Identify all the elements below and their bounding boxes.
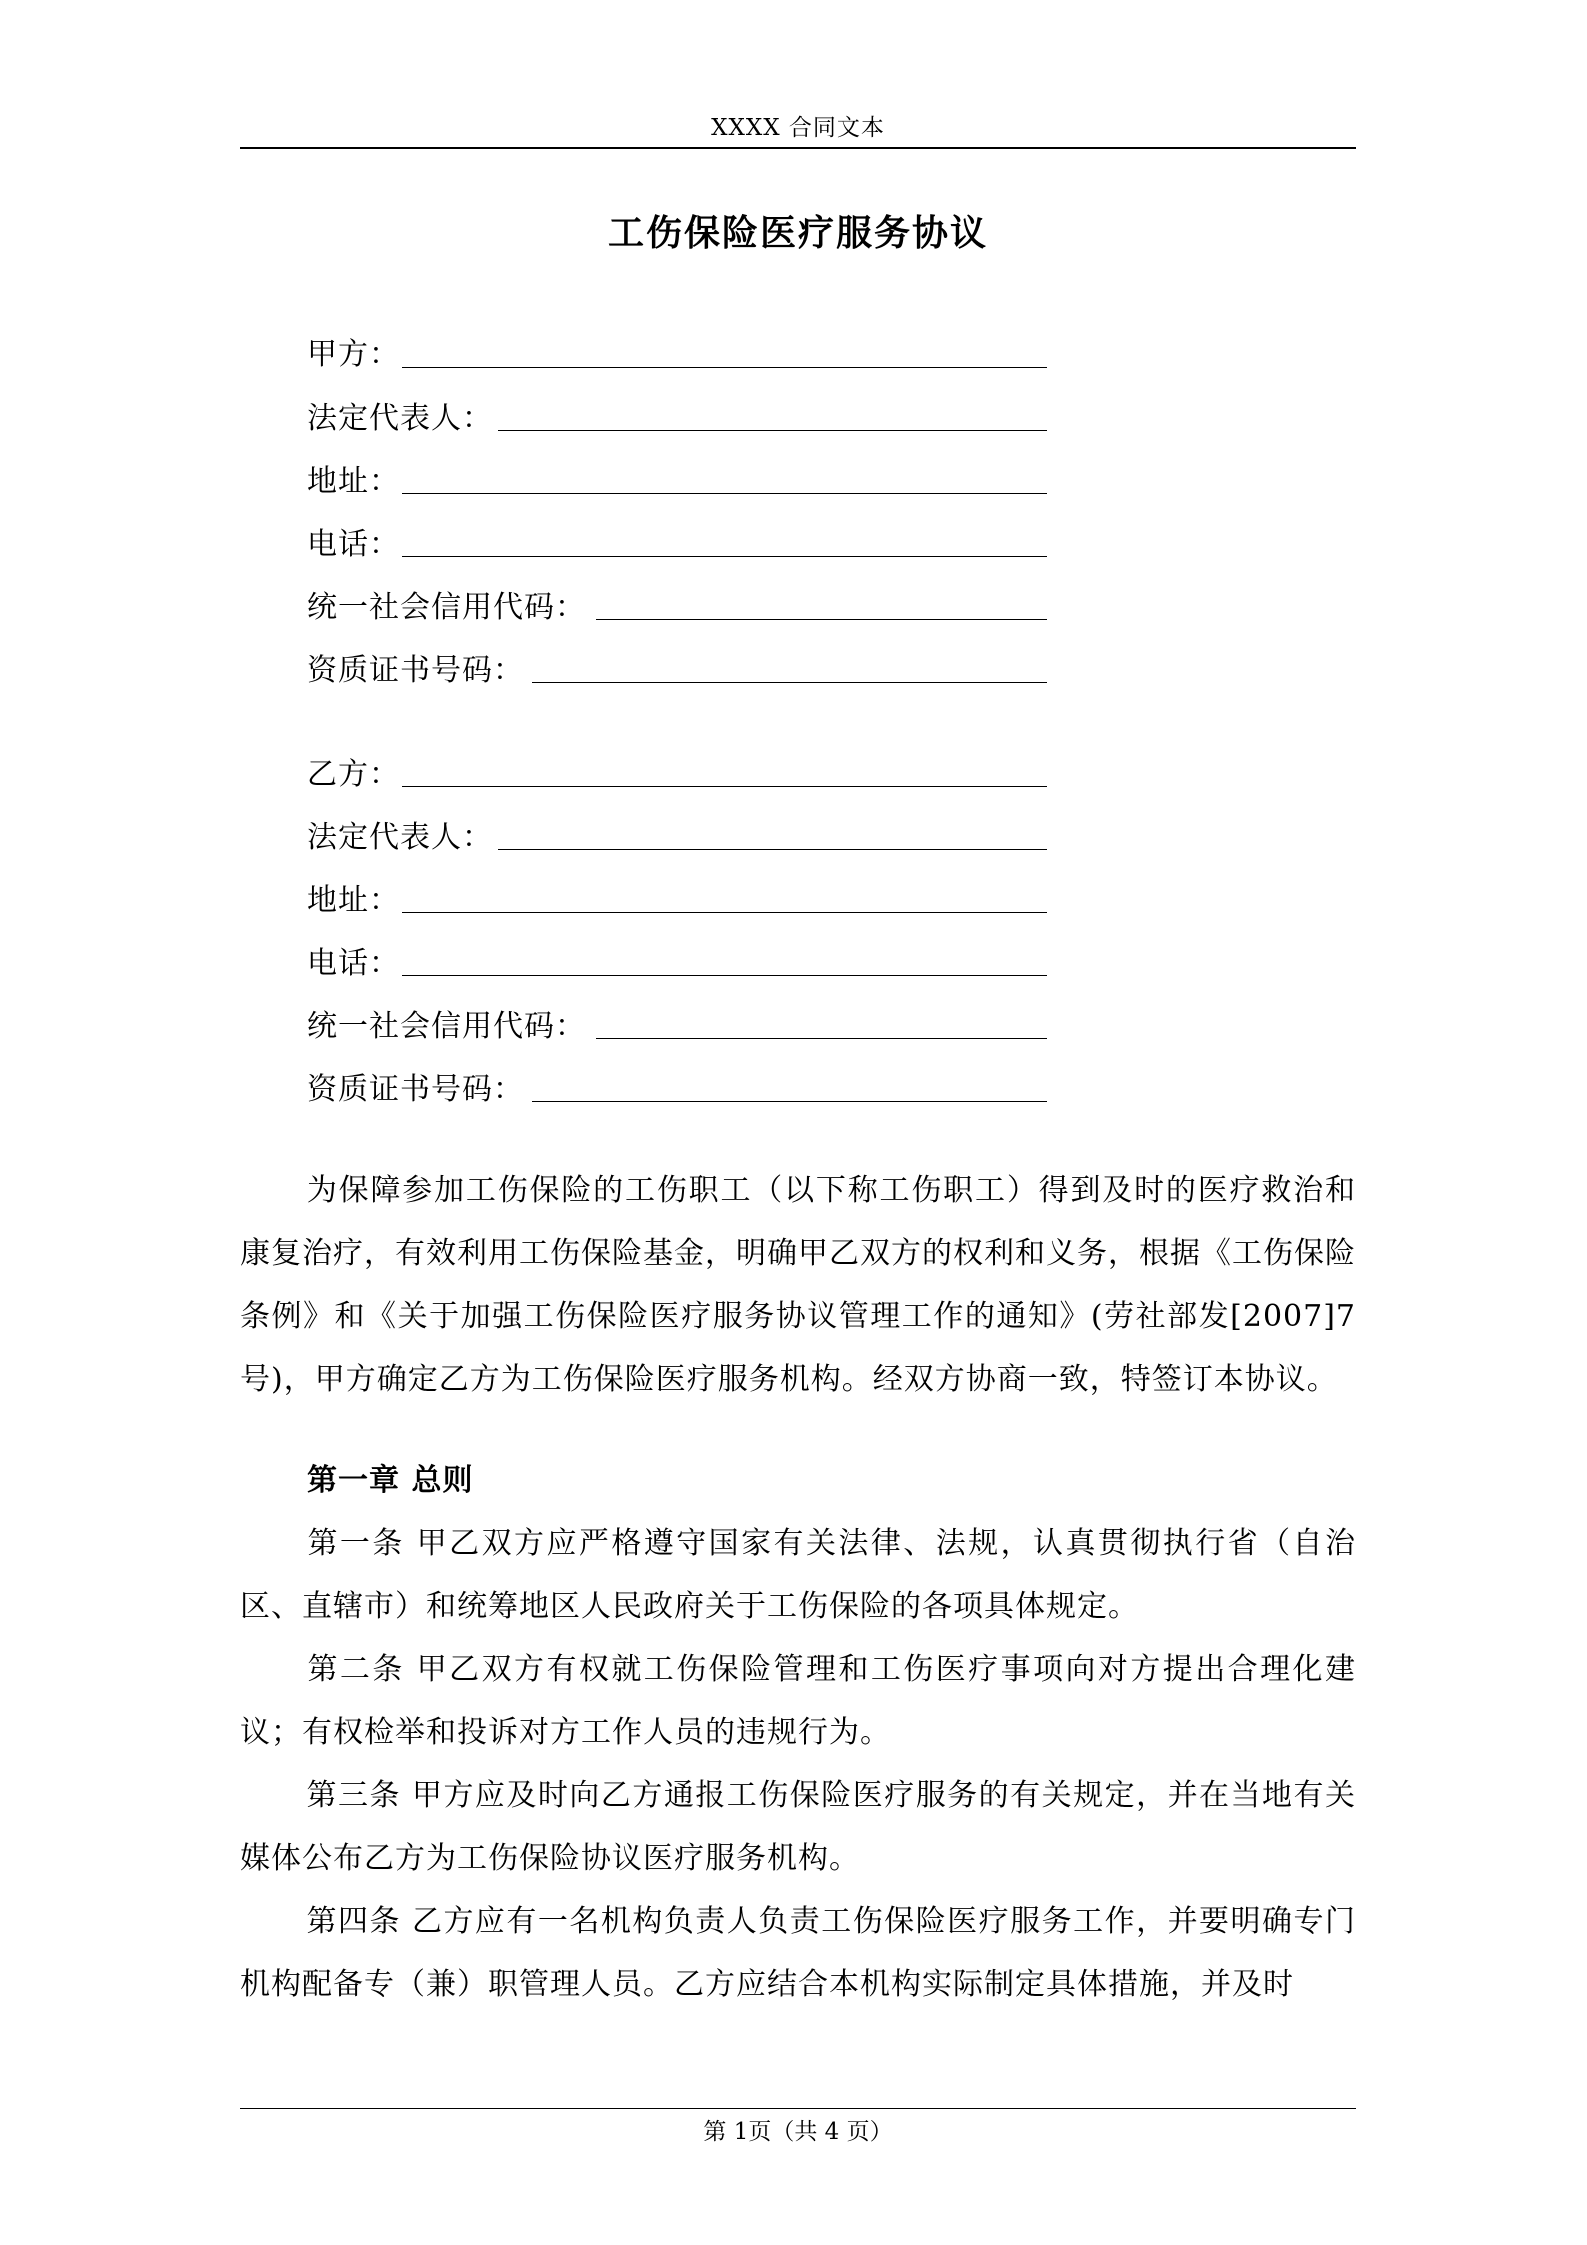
party-b-license-field <box>307 1064 524 1108</box>
party-b-credit-code-field <box>307 1001 586 1045</box>
article-paragraph <box>240 1638 1356 1764</box>
party-a-license-field <box>307 645 524 689</box>
party-b-address-line[interactable] <box>402 912 1047 913</box>
article-text: 第四条 乙方应有一名机构负责人负责工伤保险医疗服务工作，并要明确专门机构配备专（兼）职管理人员。乙方应结合本机构实际制定具体措施，并及时 <box>240 1904 1356 2002</box>
party-b-license-line[interactable] <box>532 1101 1047 1102</box>
field-label: 统一社会信用代码： <box>307 590 586 625</box>
field-label: 甲方： <box>307 337 400 372</box>
party-a-credit-code-field <box>307 582 586 626</box>
party-a-name-field <box>307 329 400 373</box>
party-b-name-line[interactable] <box>402 786 1047 787</box>
party-a-phone-line[interactable] <box>402 556 1047 557</box>
article-paragraph <box>240 1890 1356 2016</box>
field-label: 资质证书号码： <box>307 653 524 688</box>
article-text: 第一条 甲乙双方应严格遵守国家有关法律、法规，认真贯彻执行省（自治区、直辖市）和统筹地区人民政府关于工伤保险的各项具体规定。 <box>240 1526 1356 1624</box>
document-title: 工伤保险医疗服务协议 <box>607 212 988 254</box>
field-label: 地址： <box>307 464 400 499</box>
party-a-name-line[interactable] <box>402 367 1047 368</box>
party-a-legal-rep-field <box>307 393 493 437</box>
party-a-address-line[interactable] <box>402 493 1047 494</box>
footer-rule <box>240 2108 1356 2109</box>
party-a-phone-field <box>307 519 400 563</box>
party-b-address-field <box>307 875 400 919</box>
field-label: 电话： <box>307 527 400 562</box>
article-paragraph <box>240 1512 1356 1638</box>
party-a-license-line[interactable] <box>532 682 1047 683</box>
party-b-name-field <box>307 749 400 793</box>
party-b-credit-code-line[interactable] <box>596 1038 1047 1039</box>
party-a-credit-code-line[interactable] <box>596 619 1047 620</box>
header-rule <box>240 147 1356 149</box>
party-a-address-field <box>307 456 400 500</box>
field-label: 法定代表人： <box>307 820 493 855</box>
article-text: 第三条 甲方应及时向乙方通报工伤保险医疗服务的有关规定，并在当地有关媒体公布乙方为工伤保险协议医疗服务机构。 <box>240 1778 1356 1876</box>
field-label: 统一社会信用代码： <box>307 1009 586 1044</box>
page-footer: 第 1页（共 4 页） <box>703 2119 893 2145</box>
party-b-legal-rep-line[interactable] <box>498 849 1047 850</box>
field-label: 资质证书号码： <box>307 1072 524 1107</box>
party-b-phone-field <box>307 938 400 982</box>
party-b-phone-line[interactable] <box>402 975 1047 976</box>
field-label: 地址： <box>307 883 400 918</box>
party-b-legal-rep-field <box>307 812 493 856</box>
field-label: 电话： <box>307 946 400 981</box>
preamble-text: 为保障参加工伤保险的工伤职工（以下称工伤职工）得到及时的医疗救治和康复治疗，有效利用工伤保险基金，明确甲乙双方的权利和义务，根据《工伤保险条例》和《关于加强工伤保险医疗服务协议管理工作的通知》(劳社部发[2007]7号)，甲方确定乙方为工伤保险医疗服务机构。经双方协商一致，特签订本协议。 <box>240 1173 1356 1397</box>
field-label: 法定代表人： <box>307 401 493 436</box>
article-paragraph <box>240 1764 1356 1890</box>
field-label: 乙方： <box>307 757 400 792</box>
chapter-heading: 第一章 总则 <box>307 1463 474 1498</box>
preamble-paragraph <box>240 1159 1356 1411</box>
page-header: XXXX 合同文本 <box>711 115 885 141</box>
party-a-legal-rep-line[interactable] <box>498 430 1047 431</box>
article-text: 第二条 甲乙双方有权就工伤保险管理和工伤医疗事项向对方提出合理化建议；有权检举和投诉对方工作人员的违规行为。 <box>240 1652 1356 1750</box>
